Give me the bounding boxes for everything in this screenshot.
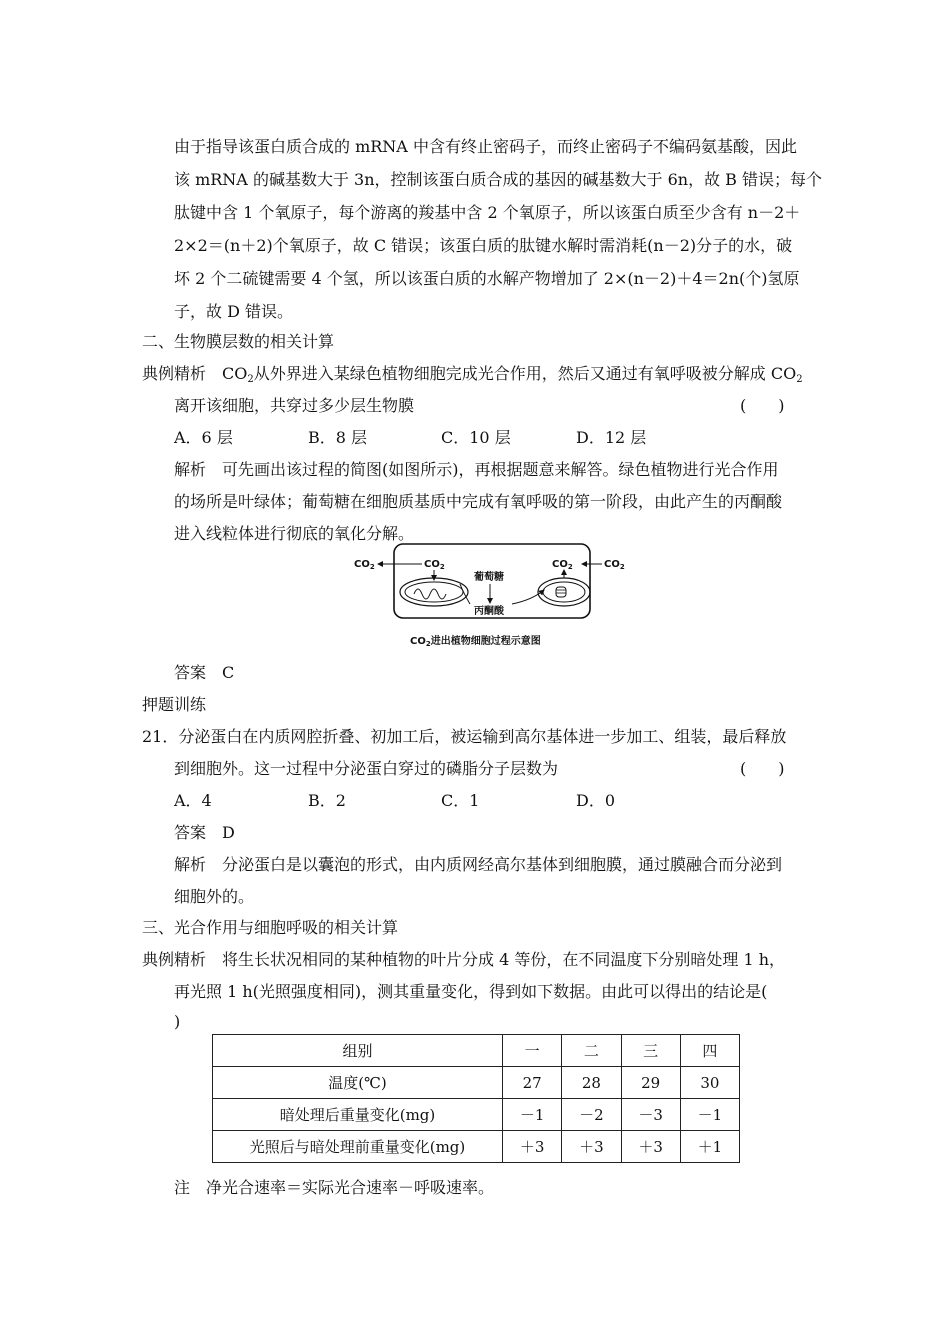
- table-cell: 30: [680, 1067, 739, 1099]
- option-b: B．8 层: [308, 428, 368, 447]
- grana-squiggle: [414, 589, 446, 599]
- option-a: A．6 层: [174, 428, 233, 447]
- table-row: [213, 1131, 740, 1163]
- table-cell: －2: [562, 1099, 621, 1131]
- question-line: 到细胞外。这一过程中分泌蛋白穿过的磷脂分子层数为: [174, 759, 559, 778]
- text-line: 由于指导该蛋白质合成的 mRNA 中含有终止密码子，而终止密码子不编码氨基酸，因此: [174, 137, 797, 156]
- table-row: [213, 1067, 740, 1099]
- answer-bracket: ( ): [740, 396, 785, 415]
- option-c: C．10 层: [441, 428, 511, 447]
- analysis-line: 解析 可先画出该过程的简图(如图所示)，再根据题意来解答。绿色植物进行光合作用: [174, 460, 779, 479]
- glucose-label: 葡萄糖: [474, 572, 504, 583]
- table-cell: 29: [621, 1067, 680, 1099]
- diagram-caption: $CO_2$进出植物细胞过程示意图: [410, 636, 541, 648]
- pyruvate-label: 丙酮酸: [474, 606, 504, 617]
- subscript: 2: [247, 374, 254, 385]
- table-cell: －1: [503, 1099, 562, 1131]
- option-a: A．4: [174, 791, 212, 810]
- option-c: C．1: [441, 791, 480, 810]
- analysis-line: 进入线粒体进行彻底的氧化分解。: [174, 524, 415, 543]
- table-cell: －1: [680, 1099, 739, 1131]
- note-line: 注 净光合速率＝实际光合速率－呼吸速率。: [174, 1178, 495, 1197]
- example-line: 典例精析 将生长状况相同的某种植物的叶片分成 4 等份，在不同温度下分别暗处理 1 h，: [142, 950, 786, 969]
- example-question-line: [142, 364, 803, 384]
- table-cell: 温度(℃): [213, 1067, 503, 1099]
- cristae: [556, 587, 566, 597]
- text-line: 2×2＝(n＋2)个氧原子，故 C 错误；该蛋白质的肽键水解时需消耗(n－2)分子的水，破: [174, 236, 793, 255]
- arrow-chloroplast-to-pyruvate: [460, 584, 470, 604]
- table-cell: ＋1: [680, 1131, 739, 1163]
- answer-line: 答案 C: [174, 663, 235, 682]
- practice-heading: 押题训练: [142, 695, 207, 714]
- text-line: 坏 2 个二硫键需要 4 个氢，所以该蛋白质的水解产物增加了 2×(n－2)＋4＝2n(个)氢原: [174, 269, 800, 288]
- table-header-row: [213, 1035, 740, 1067]
- co2-label-left-inner: $CO_2$: [424, 559, 445, 571]
- answer-line: 答案 D: [174, 823, 235, 842]
- option-b: B．2: [308, 791, 346, 810]
- question-line: 21．分泌蛋白在内质网腔折叠、初加工后，被运输到高尔基体进一步加工、组装，最后释放: [142, 727, 787, 746]
- question-text: 从外界进入某绿色植物细胞完成光合作用，然后又通过有氧呼吸被分解成 CO: [253, 364, 797, 383]
- table-cell: ＋3: [562, 1131, 621, 1163]
- example-line: ): [174, 1012, 181, 1031]
- section-heading: 三、光合作用与细胞呼吸的相关计算: [142, 918, 399, 937]
- example-line: 再光照 1 h(光照强度相同)，测其重量变化，得到如下数据。由此可以得出的结论是(: [174, 982, 768, 1001]
- co2-label-right-inner: $CO_2$: [552, 559, 573, 571]
- chloroplast-inner: [405, 582, 463, 602]
- table-cell: 四: [680, 1035, 739, 1067]
- question-text: CO: [222, 364, 248, 383]
- text-line: 子，故 D 错误。: [174, 302, 294, 321]
- option-d: D．12 层: [576, 428, 647, 447]
- table-cell: 组别: [213, 1035, 503, 1067]
- table-cell: 光照后与暗处理前重量变化(mg): [213, 1131, 503, 1163]
- table-cell: 三: [621, 1035, 680, 1067]
- table-cell: －3: [621, 1099, 680, 1131]
- data-table: [212, 1034, 740, 1163]
- table-cell: 一: [503, 1035, 562, 1067]
- analysis-line: 细胞外的。: [174, 887, 255, 906]
- table-cell: ＋3: [621, 1131, 680, 1163]
- table-cell: 二: [562, 1035, 621, 1067]
- co2-label-left-outer: $CO_2$: [354, 559, 375, 571]
- cell-co2-diagram: [352, 540, 632, 652]
- option-d: D．0: [576, 791, 616, 810]
- co2-label-right-outer: $CO_2$: [604, 559, 625, 571]
- analysis-line: 的场所是叶绿体；葡萄糖在细胞质基质中完成有氧呼吸的第一阶段，由此产生的丙酮酸: [174, 492, 783, 511]
- table-cell: 暗处理后重量变化(mg): [213, 1099, 503, 1131]
- table-cell: 28: [562, 1067, 621, 1099]
- section-heading: 二、生物膜层数的相关计算: [142, 332, 335, 351]
- subscript: 2: [796, 374, 803, 385]
- example-label: 典例精析: [142, 364, 207, 383]
- text-line: 该 mRNA 的碱基数大于 3n，控制该蛋白质合成的基因的碱基数大于 6n，故 B 错误；每个: [174, 170, 823, 189]
- answer-bracket: ( ): [740, 759, 785, 778]
- table-cell: 27: [503, 1067, 562, 1099]
- table-cell: ＋3: [503, 1131, 562, 1163]
- text-line: 肽键中含 1 个氧原子，每个游离的羧基中含 2 个氧原子，所以该蛋白质至少含有 n－2＋: [174, 203, 801, 222]
- analysis-line: 解析 分泌蛋白是以囊泡的形式，由内质网经高尔基体到细胞膜，通过膜融合而分泌到: [174, 855, 783, 874]
- question-line: 离开该细胞，共穿过多少层生物膜: [174, 396, 415, 415]
- table-row: [213, 1099, 740, 1131]
- mitochondrion-inner: [543, 582, 585, 602]
